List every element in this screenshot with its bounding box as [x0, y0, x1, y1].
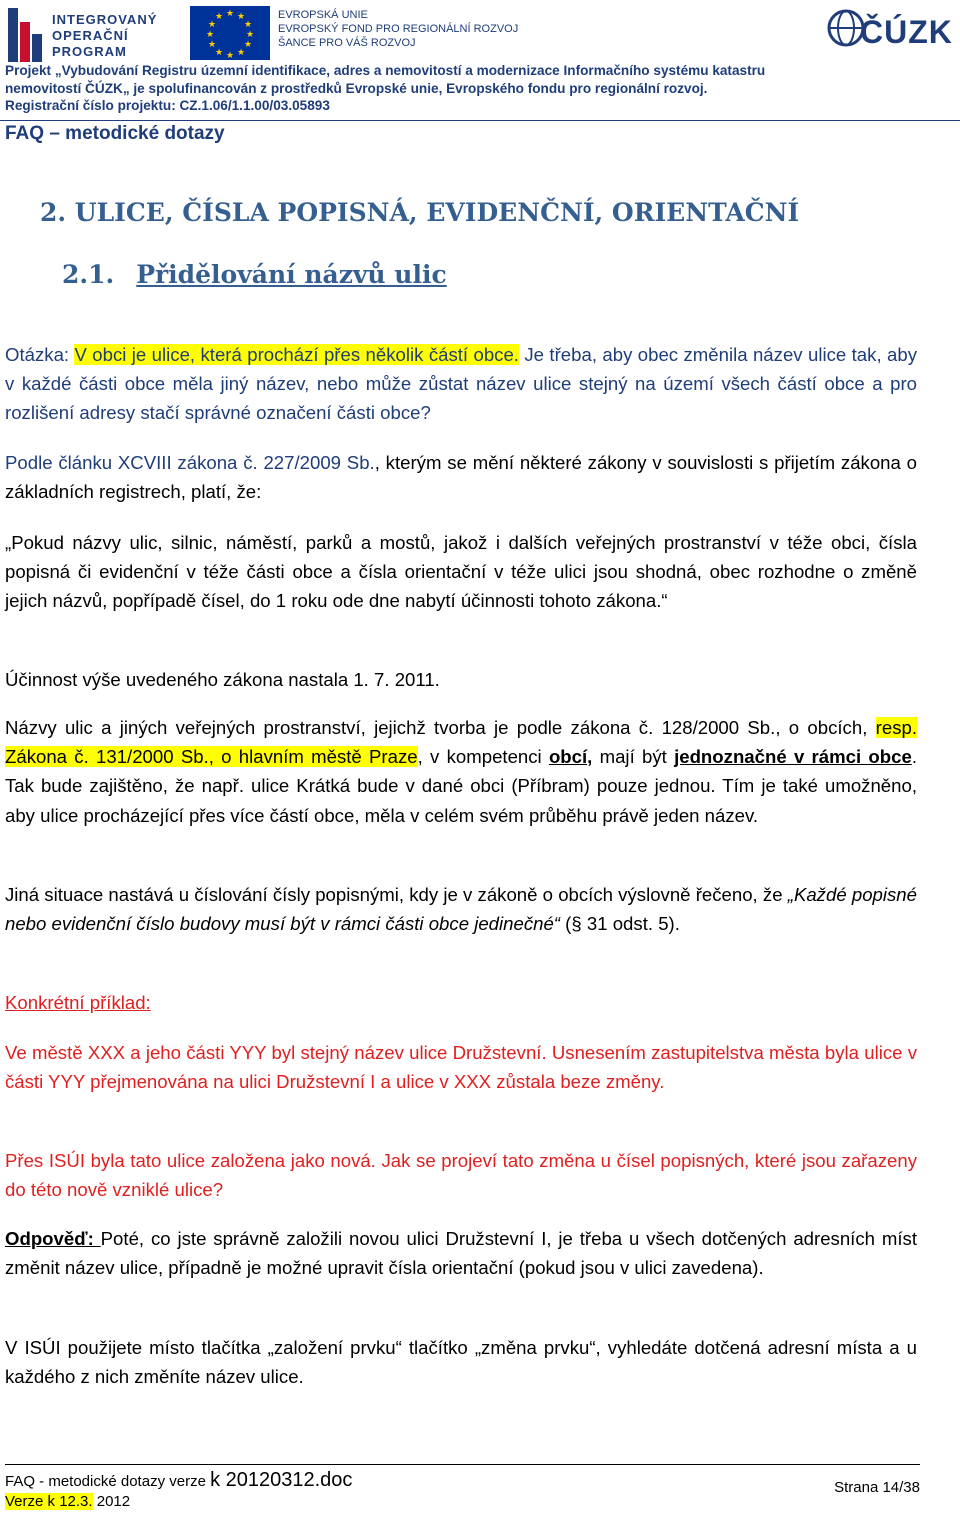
law-reference: Podle článku XCVIII zákona č. 227/2009 Sb.: [5, 452, 375, 473]
svg-text:★: ★: [207, 39, 217, 49]
question-label: Otázka: [5, 344, 64, 365]
project-line-1: Projekt „Vybudování Registru územní identifikace, adres a nemovitostí a modernizace Informačního systému katastru: [5, 63, 766, 78]
answer-paragraph: [5, 1224, 917, 1282]
answer-label: Odpověď:: [5, 1228, 101, 1249]
example-label: Konkrétní příklad:: [5, 992, 151, 1013]
effective-date-paragraph: Účinnost výše uvedeného zákona nastala 1. 7. 2011.: [5, 669, 440, 690]
question-highlight: V obci je ulice, která prochází přes několik částí obce.: [74, 344, 519, 365]
example-paragraph-1: Ve městě XXX a jeho části YYY byl stejný název ulice Družstevní. Usnesením zastupitelstva města byla ulice v části YYY přejmenována na ulici Družstevní I a ulice v XXX zůstala beze změny.: [5, 1042, 917, 1093]
svg-text:★: ★: [245, 29, 255, 39]
project-line-2: nemovitostí ČÚZK„ je spolufinancován z prostředků Evropské unie, Evropského fondu pro regionální rozvoj.: [5, 80, 708, 96]
svg-text:★: ★: [236, 47, 246, 57]
project-info: [5, 62, 955, 115]
svg-text:★: ★: [243, 19, 253, 29]
faq-title: FAQ – metodické dotazy: [5, 123, 225, 144]
project-line-3: Registrační číslo projektu: CZ.1.06/1.1.00/03.05893: [5, 98, 330, 113]
svg-text:★: ★: [207, 19, 217, 29]
eu-flag-icon: [190, 6, 270, 60]
numbering-paragraph: Jiná situace nastává u číslování čísly popisnými, kdy je v zákoně o obcích výslovně řečeno, že „Každé popisné nebo evidenční číslo budovy musí být v rámci části obce jedinečné“ (§ 31 odst. 5).: [5, 884, 917, 935]
subsection-heading: [62, 260, 447, 289]
iop-logo: [8, 8, 183, 62]
cuzk-logo-text: ČÚZK: [860, 14, 953, 50]
svg-text:★: ★: [236, 11, 246, 21]
header-divider: [0, 120, 960, 121]
iop-logo-text: INTEGROVANÝ OPERAČNÍ PROGRAM: [52, 12, 158, 59]
footer-page-number: Strana 14/38: [834, 1479, 920, 1496]
svg-text:★: ★: [214, 11, 224, 21]
footer-doc-name: FAQ - metodické dotazy verze k 20120312.doc: [5, 1469, 353, 1491]
example-paragraph-2: Přes ISÚI byla tato ulice založena jako nová. Jak se projeví tato změna u čísel popisných, které jsou zařazeny do této nově vzniklé ulice?: [5, 1150, 917, 1201]
svg-text:★: ★: [205, 29, 215, 39]
law-reference-paragraph: Podle článku XCVIII zákona č. 227/2009 Sb., kterým se mění některé zákony v souvislosti s přijetím zákona o základních registrech, platí, že:: [5, 452, 917, 503]
answer-text: Poté, co jste správně založili novou ulici Družstevní I, je třeba u všech dotčených adresních míst změnit název ulice, případně je možné upravit čísla orientační (pokud jsou v ulici zavedena).: [5, 1228, 917, 1279]
eu-logo: [190, 6, 520, 62]
footer: [5, 1470, 920, 1512]
isui-instructions-paragraph: V ISÚI použijete místo tlačítka „založení prvku“ tlačítko „změna prvku“, vyhledáte dotčená adresní místa a u každého z nich změníte název ulice.: [5, 1337, 917, 1388]
svg-text:★: ★: [243, 39, 253, 49]
footer-divider: [5, 1464, 920, 1465]
cuzk-logo: [826, 6, 954, 56]
section-heading: 2. ULICE, ČÍSLA POPISNÁ, EVIDENČNÍ, ORIENTAČNÍ: [40, 198, 800, 227]
svg-text:★: ★: [225, 50, 235, 60]
street-names-paragraph: Názvy ulic a jiných veřejných prostranství, jejichž tvorba je podle zákona č. 128/2000 Sb., o obcích, resp. Zákona č. 131/2000 Sb., o hlavním městě Praze, v kompetenci obcí, mají být jednoznačné v rámci obce. Tak bude zajištěno, že např. ulice Krátká bude v dané obci (Příbram) pouze jednou. Tím je také umožněno, aby ulice procházející přes více částí obce, měla v celém svém průběhu právě jeden název.: [5, 717, 917, 826]
eu-logo-text: EVROPSKÁ UNIE EVROPSKÝ FOND PRO REGIONÁLNÍ ROZVOJ ŠANCE PRO VÁŠ ROZVOJ: [278, 9, 519, 49]
iop-emblem-icon: [8, 8, 44, 62]
subsection-title: Přidělování názvů ulic: [136, 260, 447, 289]
question-text: Je třeba, aby obec změnila název ulice tak, aby v každé části obce měla jiný název, nebo může zůstat název ulice stejný na území všech částí obce a pro rozlišení adresy stačí správné označení části obce?: [5, 344, 917, 424]
law-quote: „Pokud názvy ulic, silnic, náměstí, parků a mostů, jakož i dalších veřejných prostranství v téže obci, čísla popisná či evidenční v téže části obce a čísla orientační v téže ulici jsou shodná, obec rozhodne o změně jejich názvů, popřípadě čísel, do 1 roku ode dne nabytí účinnosti tohoto zákona.“: [5, 532, 917, 612]
question-paragraph: Otázka: V obci je ulice, která prochází přes několik částí obce. Je třeba, aby obec změnila název ulice tak, aby v každé části obce měla jiný název, nebo může zůstat název ulice stejný na území všech částí obce a pro rozlišení adresy stačí správné označení části obce?: [5, 344, 917, 424]
header-logos: [0, 4, 960, 62]
footer-version: Verze k 12.3. 2012: [5, 1493, 131, 1510]
svg-text:★: ★: [214, 47, 224, 57]
subsection-number: 2.1.: [62, 260, 115, 289]
svg-text:★: ★: [225, 8, 235, 18]
